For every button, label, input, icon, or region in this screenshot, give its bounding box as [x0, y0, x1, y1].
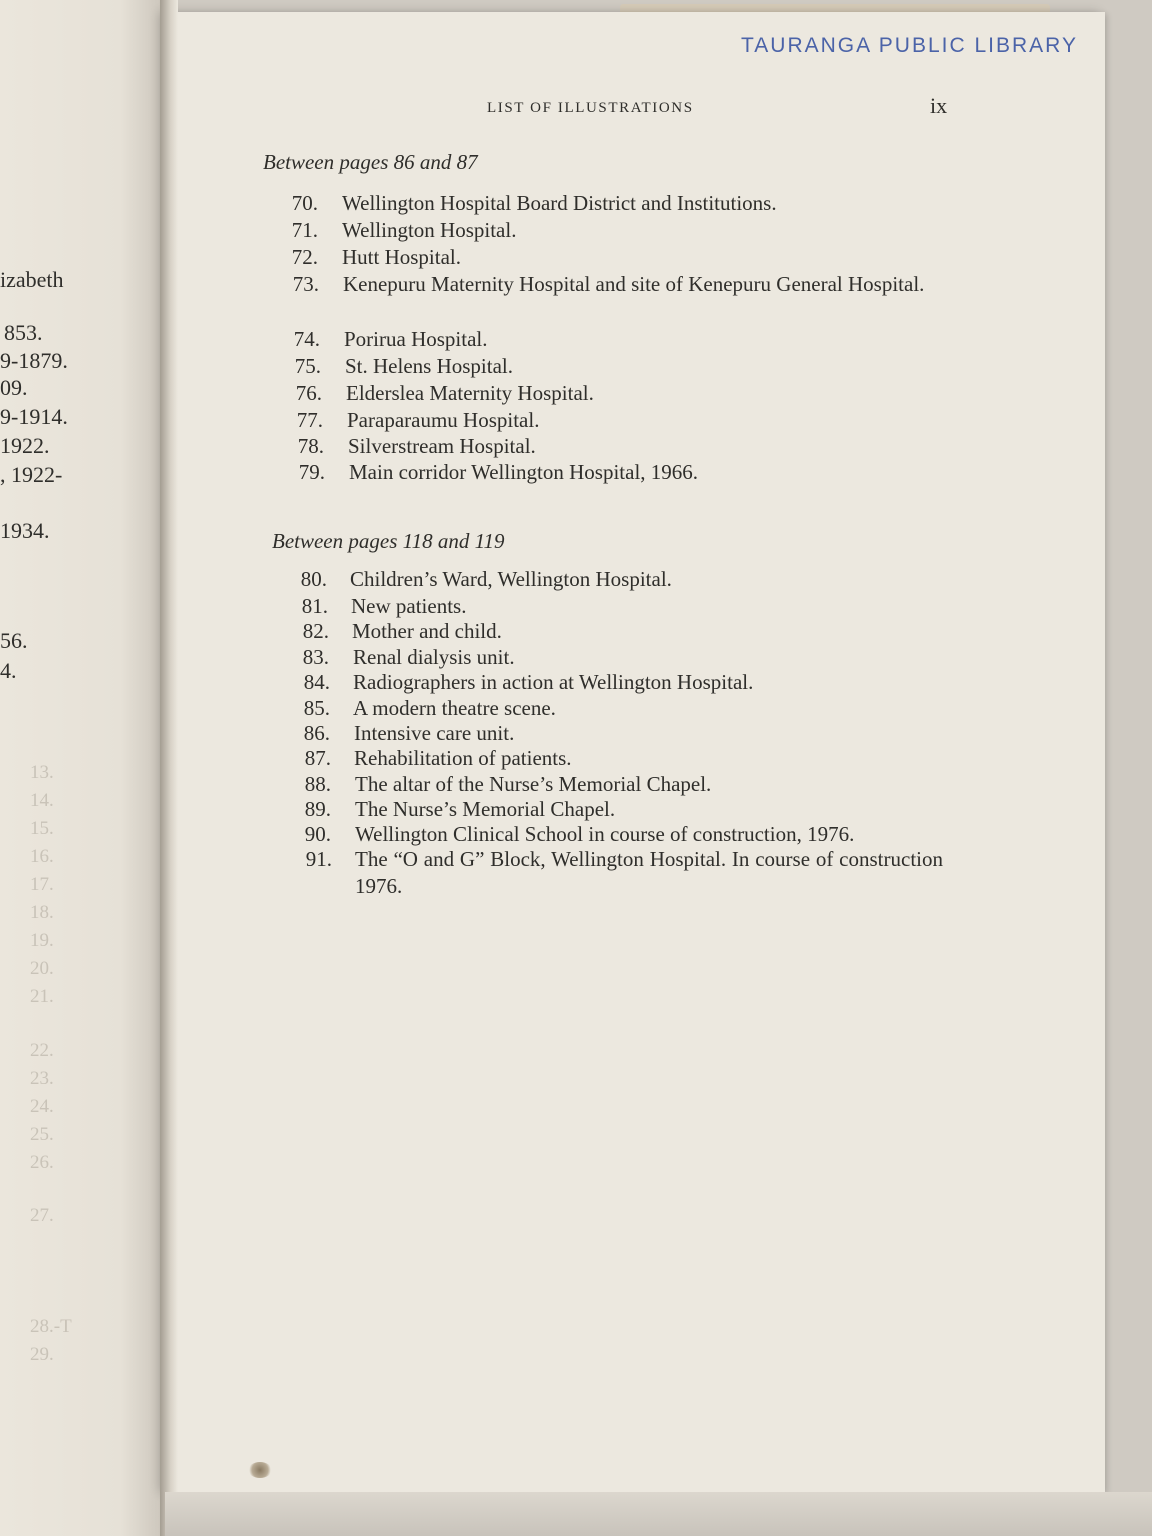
- item-caption: Mother and child.: [352, 619, 502, 643]
- item-number: 74.: [293, 327, 320, 351]
- left-page-fragment: 9-1914.: [0, 404, 68, 429]
- left-page-fragment: 4.: [0, 658, 17, 683]
- item-caption: Hutt Hospital.: [342, 245, 461, 269]
- item-caption: Main corridor Wellington Hospital, 1966.: [349, 460, 699, 484]
- item-number: 72.: [291, 245, 318, 269]
- item-number: 84.: [303, 670, 330, 694]
- item-number: 88.: [304, 772, 331, 796]
- left-page-faint: 28.-T: [30, 1316, 72, 1337]
- left-page-faint: 27.: [30, 1205, 54, 1226]
- page-number: ix: [930, 93, 948, 118]
- item-number: 70.: [291, 191, 318, 215]
- left-page-fragment: izabeth: [0, 267, 64, 292]
- page-bottom-edge: [165, 1492, 1152, 1536]
- item-number: 81.: [301, 594, 328, 618]
- left-page-fragment: 56.: [0, 628, 28, 653]
- running-head: LIST OF ILLUSTRATIONS: [487, 100, 694, 116]
- left-page-faint: 20.: [30, 958, 54, 979]
- left-page-faint: 16.: [30, 846, 54, 867]
- library-stamp: TAURANGA PUBLIC LIBRARY: [741, 34, 1078, 57]
- item-number: 87.: [304, 746, 331, 770]
- left-page-fragment: 1934.: [0, 518, 50, 543]
- item-number: 78.: [297, 434, 324, 458]
- item-number: 73.: [292, 272, 319, 296]
- left-page-faint: 13.: [30, 762, 54, 783]
- list-item: [275, 271, 955, 325]
- item-number: 77.: [296, 408, 323, 432]
- section-heading: Between pages 86 and 87: [263, 150, 478, 174]
- left-page-fragment: 9-1879.: [0, 348, 68, 373]
- item-caption: The Nurse’s Memorial Chapel.: [355, 797, 616, 821]
- left-page-faint: 15.: [30, 818, 54, 839]
- item-caption: The altar of the Nurse’s Memorial Chapel.: [355, 772, 712, 796]
- item-caption: St. Helens Hospital.: [345, 354, 513, 378]
- left-page-faint: 23.: [30, 1068, 54, 1089]
- item-number: 89.: [304, 797, 331, 821]
- item-caption: Elderslea Maternity Hospital.: [346, 381, 594, 405]
- item-caption: Kenepuru Maternity Hospital and site of Kenepuru General Hospital.: [343, 272, 925, 296]
- section-heading: Between pages 118 and 119: [272, 529, 505, 553]
- gutter-shadow: [160, 0, 178, 1536]
- item-number: 91.: [305, 847, 332, 871]
- item-number: 90.: [304, 822, 331, 846]
- item-caption: Wellington Clinical School in course of construction, 1976.: [355, 822, 855, 846]
- item-number: 83.: [302, 645, 329, 669]
- item-number: 80.: [300, 567, 327, 591]
- left-page-fragment: 853.: [4, 320, 43, 345]
- item-number: 75.: [294, 354, 321, 378]
- item-caption: Intensive care unit.: [354, 721, 515, 745]
- left-page-faint: 14.: [30, 790, 54, 811]
- item-caption: Silverstream Hospital.: [348, 434, 536, 458]
- item-number: 86.: [303, 721, 330, 745]
- item-number: 79.: [298, 460, 325, 484]
- item-number: 76.: [295, 381, 322, 405]
- item-caption: Porirua Hospital.: [344, 327, 488, 351]
- item-caption: Renal dialysis unit.: [353, 645, 515, 669]
- left-page-faint: 18.: [30, 902, 54, 923]
- item-caption: Wellington Hospital.: [342, 218, 517, 242]
- left-page-faint: 22.: [30, 1040, 54, 1061]
- item-caption: The “O and G” Block, Wellington Hospital. In course of construction 1976.: [355, 847, 943, 898]
- paper-stain: [248, 1462, 272, 1478]
- left-page-faint: 21.: [30, 986, 54, 1007]
- item-caption: Wellington Hospital Board District and Institutions.: [342, 191, 777, 215]
- previous-page: [0, 0, 172, 1536]
- left-page-faint: 19.: [30, 930, 54, 951]
- item-caption: Radiographers in action at Wellington Hospital.: [353, 670, 754, 694]
- left-page-faint: 24.: [30, 1096, 54, 1117]
- left-page-fragment: 1922.: [0, 433, 50, 458]
- item-caption: A modern theatre scene.: [353, 696, 556, 720]
- left-page-fragment: , 1922-: [0, 462, 63, 487]
- left-page-faint: 29.: [30, 1344, 54, 1365]
- left-page-faint: 17.: [30, 874, 54, 895]
- left-page-faint: 25.: [30, 1124, 54, 1145]
- list-item: [288, 846, 968, 900]
- item-caption: Children’s Ward, Wellington Hospital.: [350, 567, 672, 591]
- item-caption: New patients.: [351, 594, 467, 618]
- item-number: 71.: [291, 218, 318, 242]
- item-caption: Rehabilitation of patients.: [354, 746, 572, 770]
- item-number: 85.: [303, 696, 330, 720]
- left-page-faint: 26.: [30, 1152, 54, 1173]
- left-page-fragment: 09.: [0, 375, 28, 400]
- item-number: 82.: [302, 619, 329, 643]
- item-caption: Paraparaumu Hospital.: [347, 408, 540, 432]
